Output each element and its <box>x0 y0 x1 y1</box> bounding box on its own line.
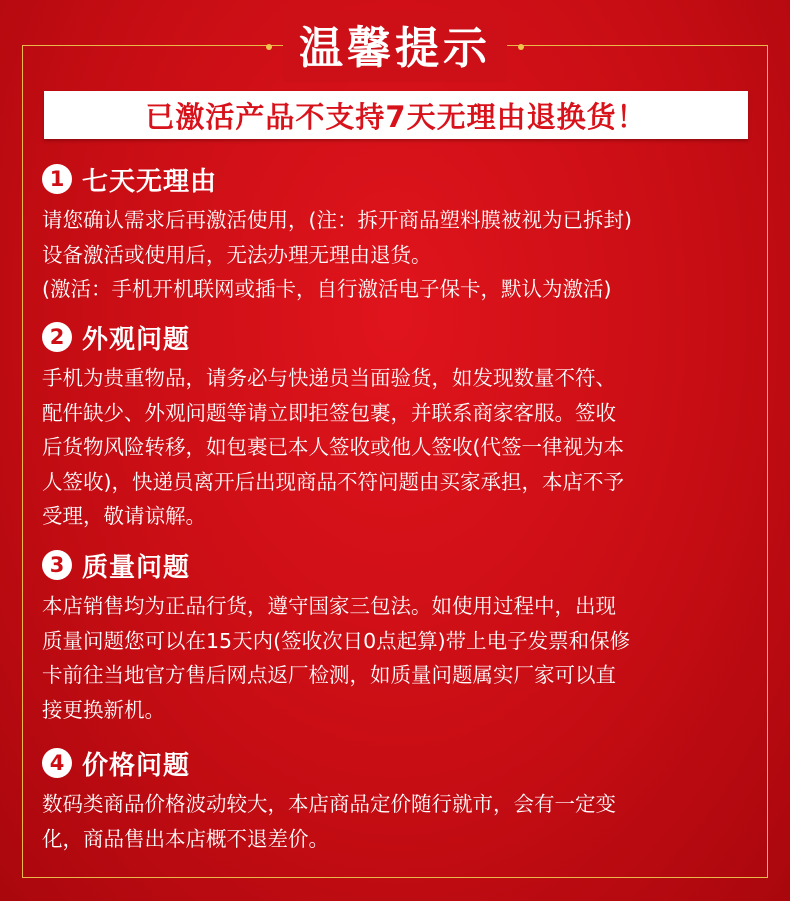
section-title: 质量问题 <box>82 552 191 583</box>
body-line: 受理，敬请谅解。 <box>42 504 206 528</box>
body-line: 配件缺少、外观问题等请立即拒签包裹，并联系商家客服。签收 <box>42 400 616 425</box>
section-seven-day-return <box>42 160 757 307</box>
body-line: 设备激活或使用后，无法办理无理由退货。 <box>42 242 432 267</box>
section-body <box>42 203 757 307</box>
body-line: 手机为贵重物品，请务必与快递员当面验货，如发现数量不符、 <box>42 366 616 390</box>
section-title: 价格问题 <box>82 750 191 781</box>
section-number-badge: 3 <box>42 550 72 580</box>
section-header <box>42 160 757 198</box>
body-line: 请您确认需求后再激活使用，(注：拆开商品塑料膜被视为已拆封) <box>42 208 632 232</box>
section-number-badge: 4 <box>42 748 72 778</box>
section-body <box>42 589 757 727</box>
section-number-badge: 1 <box>42 164 72 194</box>
section-header <box>42 546 757 584</box>
body-line: 质量问题您可以在15天内(签收次日0点起算)带上电子发票和保修 <box>42 628 631 653</box>
body-line: 卡前往当地官方售后网点返厂检测，如质量问题属实厂家可以直 <box>42 663 616 687</box>
section-body <box>42 361 757 534</box>
title-area <box>0 0 790 95</box>
body-line: 化，商品售出本店概不退差价。 <box>42 826 329 851</box>
section-body <box>42 787 757 856</box>
notice-banner-text: 已激活产品不支持7天无理由退换货！ <box>145 99 647 134</box>
section-number-badge: 2 <box>42 322 72 352</box>
body-line: 后货物风险转移，如包裹已本人签收或他人签收(代签一律视为本 <box>42 435 624 459</box>
section-appearance <box>42 318 757 534</box>
body-line: 人签收)，快递员离开后出现商品不符问题由买家承担，本店不予 <box>42 469 624 494</box>
section-header <box>42 318 757 356</box>
body-line: (激活：手机开机联网或插卡，自行激活电子保卡，默认为激活) <box>42 277 612 301</box>
body-line: 数码类商品价格波动较大，本店商品定价随行就市，会有一定变 <box>42 792 616 816</box>
section-header <box>42 744 757 782</box>
body-line: 接更换新机。 <box>42 697 165 722</box>
body-line: 本店销售均为正品行货，遵守国家三包法。如使用过程中，出现 <box>42 594 616 618</box>
section-title: 七天无理由 <box>82 166 218 197</box>
section-price <box>42 744 757 856</box>
section-quality <box>42 546 757 727</box>
page-title: 温馨提示 <box>299 22 491 74</box>
notice-banner <box>44 91 748 139</box>
section-title: 外观问题 <box>82 324 191 355</box>
